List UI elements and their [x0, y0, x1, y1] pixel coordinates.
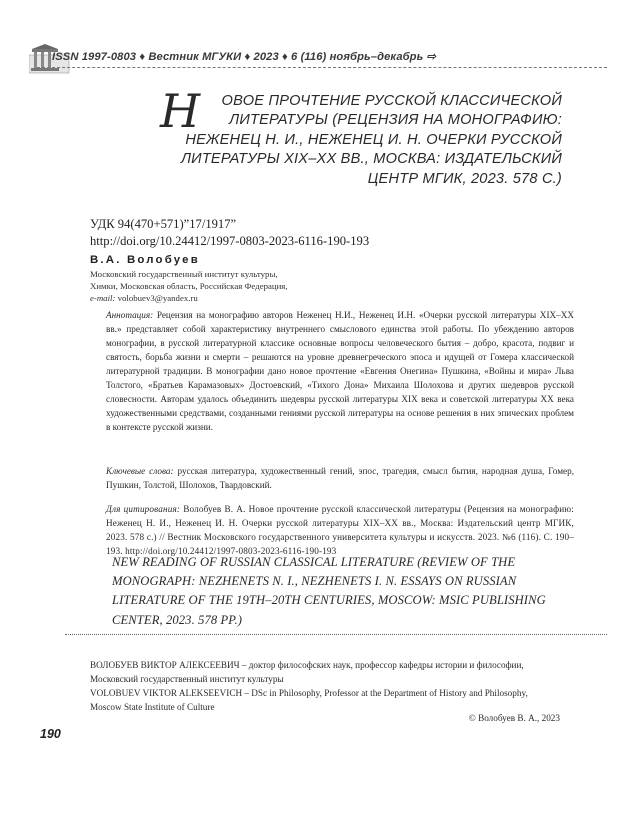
- doi-link[interactable]: http://doi.org/10.24412/1997-0803-2023-6116-190-193: [90, 234, 370, 248]
- header-divider: [37, 67, 607, 69]
- article-title: [160, 84, 562, 189]
- abstract-text: Рецензия на монографию авторов Неженец Н.И., Неженец И.Н. «Очерки русской литературы XIX–XX вв.» представляет собой характеристику внутреннего смыслового единства этой работы. По убеждению авторов монографии, в русской литературной классике основные вопросы человеческого бытия – добро, красота, подвиг и святость, борьба жизни и смерти – решаются на уровне древнегреческого эпоса и идущей от Гомера классической литературной традиции. В монографии дано новое прочтение «Евгения Онегина» Пушкина, «Войны и мира» Льва Толстого, «Братьев Карамазовых» Достоевский, «Тихого Дона» Михаила Шолохова и других шедевров русской словесности. Авторам удалось объединить шедевры русской литературы XIX века и советской литературы XX века художественными средствами, созданными гениями русской литературы на основе решения в них эпических проблем в контексте русской жизни.: [106, 310, 574, 432]
- keywords-label: Ключевые слова:: [106, 466, 174, 476]
- email-label: e-mail:: [90, 293, 116, 303]
- email-address[interactable]: volobuev3@yandex.ru: [117, 293, 198, 303]
- affiliation-line-2: Химки, Московская область, Российская Федерация,: [90, 281, 288, 291]
- bio-ru-text: – доктор философских наук, профессор кафедры истории и философии, Московский государственный институт культуры: [90, 660, 524, 684]
- bio-en: [90, 686, 545, 714]
- citation-text: Волобуев В. А. Новое прочтение русской классической литературы (Рецензия на монографию: Неженец Н. И., Неженец И. Н. Очерки русской литературы XIX–XX вв., Москва: Издательский центр МГИК, 2023. 578 с.) // Вестник Московского государственного университета культуры и искусств. 2023. №6 (116). С. 190–193. http://doi.org/10.24412/1997-0803-2023-6116-190-193: [106, 504, 574, 556]
- bio-en-text: – DSc in Philosophy, Professor at the Department of History and Philosophy, Moscow State Institute of Culture: [90, 688, 528, 712]
- citation-label: Для цитирования:: [106, 504, 181, 514]
- affiliation-line-1: Московский государственный институт культуры,: [90, 269, 278, 279]
- udk-code: УДК 94(470+571)”17/1917”: [90, 217, 237, 231]
- keywords: [106, 464, 574, 492]
- english-title: NEW READING OF RUSSIAN CLASSICAL LITERATURE (REVIEW OF THE MONOGRAPH: NEZHENETS N. I., NEZHENETS I. N. ESSAYS ON RUSSIAN LITERATURE OF THE 19TH–20TH CENTURIES, MOSCOW: MSIC PUBLISHING CENTER, 2023. 578 PP.): [112, 555, 546, 627]
- bio-en-name: VOLOBUEV VIKTOR ALEKSEEVICH: [90, 688, 243, 698]
- author-name: В.А. Волобуев: [90, 254, 200, 266]
- title-drop-cap: Н: [160, 84, 201, 138]
- section-divider: [65, 634, 607, 635]
- keywords-text: русская литература, художественный гений, эпос, трагедия, смысл бытия, народная душа, Гомер, Пушкин, Толстой, Шолохов, Твардовский.: [106, 466, 574, 490]
- running-header: ISSN 1997-0803 ♦ Вестник МГУКИ ♦ 2023 ♦ 6 (116) ноябрь–декабрь ⇨: [52, 51, 437, 63]
- citation: [106, 502, 574, 558]
- copyright: © Волобуев В. А., 2023: [468, 713, 560, 723]
- bio-ru-name: ВОЛОБУЕВ ВИКТОР АЛЕКСЕЕВИЧ: [90, 660, 240, 670]
- abstract: [106, 308, 574, 434]
- author-email: [90, 292, 198, 304]
- page-number: 190: [40, 727, 61, 741]
- bio-ru: [90, 658, 530, 686]
- abstract-label: Аннотация:: [106, 310, 154, 320]
- title-text: ОВОЕ ПРОЧТЕНИЕ РУССКОЙ КЛАССИЧЕСКОЙ ЛИТЕРАТУРЫ (РЕЦЕНЗИЯ НА МОНОГРАФИЮ: НЕЖЕНЕЦ Н. И., НЕЖЕНЕЦ И. Н. ОЧЕРКИ РУССКОЙ ЛИТЕРАТУРЫ XIX–XX ВВ., МОСКВА: ИЗДАТЕЛЬСКИЙ ЦЕНТР МГИК, 2023. 578 С.): [180, 93, 562, 187]
